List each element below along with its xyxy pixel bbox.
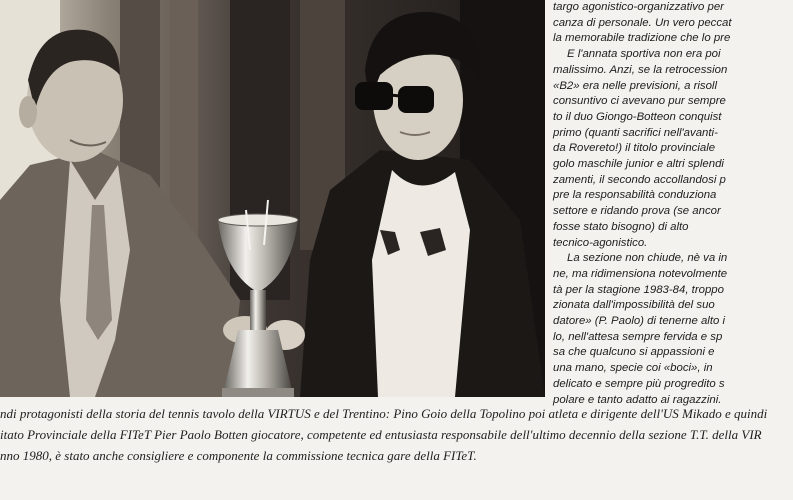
article-line: ne, ma ridimensiona notevolmente [553, 267, 728, 280]
article-line: targo agonistico-organizzativo per [553, 1, 724, 13]
caption-line: itato Provinciale della FITeT Pier Paolo Botten giocatore, competente ed entusiasta responsabile dell'ultimo decennio della sezione T.T. della VIR [0, 427, 762, 442]
article-line: tà per la stagione 1983-84, troppo [553, 283, 724, 296]
caption-line: nno 1980, è stato anche consigliere e componente la commissione tecnica gare della FITeT. [0, 448, 477, 463]
article-line: da Rovereto!) il titolo provinciale [553, 142, 716, 155]
article-line: fosse stato bisogno) di alto [553, 220, 689, 233]
article-line: sa che qualcuno si appassioni e [553, 346, 715, 359]
article-line: datore» (P. Paolo) di tenerne alto i [553, 315, 726, 328]
article-line: primo (quanti sacrifici nell'avanti- [553, 126, 718, 139]
article-line: malissimo. Anzi, se la retrocession [553, 63, 728, 76]
article-line: consuntivo ci avevano pur sempre [553, 95, 726, 108]
article-line: polare e tanto adatto ai ragazzini. [553, 393, 722, 406]
article-line: pre la responsabilità conduziona [553, 189, 717, 202]
caption-line: ndi protagonisti della storia del tennis tavolo della VIRTUS e del Trentino: Pino Goio della Topolino poi atleta e dirigente dell'US Mikado e quindi [0, 406, 768, 421]
article-line: to il duo Giongo-Botteon conquist [553, 110, 722, 123]
article-line: golo maschile junior e altri splendi [553, 158, 724, 171]
article-line: E l'annata sportiva non era poi [567, 48, 721, 61]
article-line: lo, nell'attesa sempre fervida e sp [553, 330, 723, 343]
article-line: una mano, specie coi «boci», in [553, 362, 713, 375]
article-line: «B2» era nelle previsioni, a risoll [553, 79, 717, 92]
article-line: zionata dall'impossibilità del suo [553, 299, 715, 312]
article-line: delicato e sempre più progredito s [553, 377, 725, 390]
article-line: canza di personale. Un vero peccat [553, 16, 732, 29]
article-line: la memorabile tradizione che lo pre [553, 32, 731, 45]
article-line: zamenti, il secondo accollandosi p [553, 173, 726, 186]
article-line: settore e ridando prova (se ancor [553, 205, 721, 218]
article-line: La sezione non chiude, nè va in [567, 252, 728, 265]
article-line: tecnico-agonistico. [553, 236, 648, 249]
photo-caption [0, 403, 790, 466]
article-text-column [553, 0, 793, 406]
